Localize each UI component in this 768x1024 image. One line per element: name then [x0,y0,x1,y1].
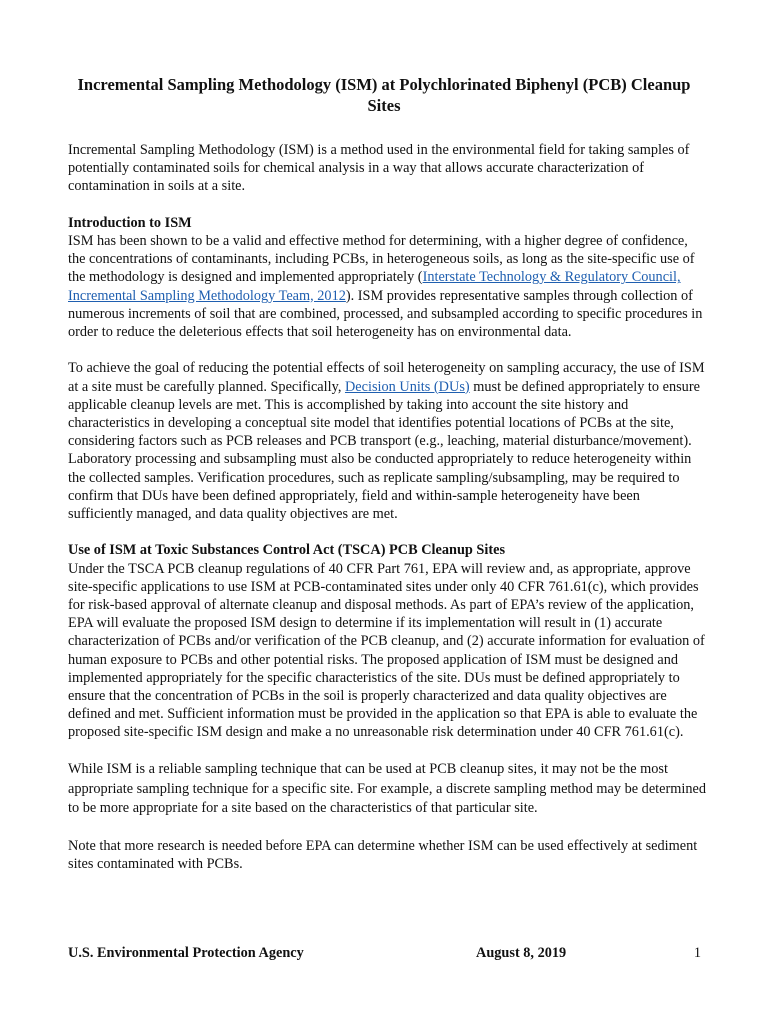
sampling-technique-paragraph: While ISM is a reliable sampling technique that can be used at PCB cleanup sites, it may not be the most appropriate sampling technique for a specific site. For example, a discrete sampling method may be determined to be more appropriate for a site based on the characteristics of that particular site. [68,760,706,817]
document-body [68,141,708,892]
intro-paragraph: Incremental Sampling Methodology (ISM) is a method used in the environmental field for taking samples of potentially contaminated soils for chemical analysis in a way that allows accurate characterization of contamination in soils at a site. [68,142,690,195]
footer-date: August 8, 2019 [476,945,567,961]
itrc-reference-link[interactable]: Interstate Technology & Regulatory Council, Incremental Sampling Methodology Team, 2012 [68,269,681,304]
introduction-paragraph [68,232,708,341]
planning-text-start: To achieve the goal of reducing the potential effects of soil heterogeneity on sampling accuracy, the use of ISM at a site must be carefully planned. Specifically, [68,360,705,395]
document-title: Incremental Sampling Methodology (ISM) at Polychlorinated Biphenyl (PCB) Cleanup Sites [77,75,691,115]
decision-units-link[interactable]: Decision Units (DUs) [344,378,470,395]
footer-agency: U.S. Environmental Protection Agency [68,945,304,961]
planning-paragraph [68,359,708,523]
page-footer [68,944,701,964]
introduction-text-end: ). ISM provides representative samples through collection of numerous increments of soil that are combined, processed, and subsampled according to specific procedures in order to reduce the deleterious effects that soil heterogeneity has on environmental data. [68,287,703,341]
page-number: 1 [693,945,701,961]
planning-text-end: must be defined appropriately to ensure applicable cleanup levels are met. This is accomplished by taking into account the site history and characteristics in developing a conceptual site model that identifies potential locations of PCBs at the site, considering factors such as PCB releases and PCB transport (e.g., leaching, material disturbance/movement). Laboratory processing and subsampling must also be conducted appropriately to reduce heterogeneity within the collected samples. Verification procedures, such as replicate sampling/subsampling, may be required to confirm that DUs have been defined appropriately, field and within-sample heterogeneity have been sufficiently managed, and data quality objectives are met. [68,378,700,523]
research-note-paragraph: Note that more research is needed before EPA can determine whether ISM can be used effectively at sediment sites contaminated with PCBs. [68,838,698,873]
section-heading-introduction: Introduction to ISM [68,214,192,231]
introduction-text-start: ISM has been shown to be a valid and effective method for determining, with a higher degree of confidence, the concentrations of contaminants, including PCBs, in heterogeneous soils, as long as the site-specific use of the methodology is designed and implemented appropriately ( [68,233,695,286]
tsca-paragraph: Under the TSCA PCB cleanup regulations of 40 CFR Part 761, EPA will review and, as appropriate, approve site-specific applications to use ISM at PCB-contaminated sites under only 40 CFR 761.61(c), which provides for risk-based approval of alternate cleanup and disposal methods. As part of EPA’s review of the application, EPA will evaluate the proposed ISM design to determine if its implementation will result in (1) accurate characterization of PCBs and/or verification of the PCB cleanup, and (2) accurate information for evaluation of human exposure to PCBs and other potential risks. The proposed application of ISM must be designed and implemented appropriately for the specific characteristics of the site. DUs must be defined appropriately to ensure that the concentration of PCBs in the soil is properly characterized and data quality objectives are defined and met. Sufficient information must be provided in the application so that EPA is able to evaluate the proposed site-specific ISM design and make a no unreasonable risk determination under 40 CFR 761.61(c). [68,560,705,741]
section-heading-tsca: Use of ISM at Toxic Substances Control Act (TSCA) PCB Cleanup Sites [68,542,506,559]
